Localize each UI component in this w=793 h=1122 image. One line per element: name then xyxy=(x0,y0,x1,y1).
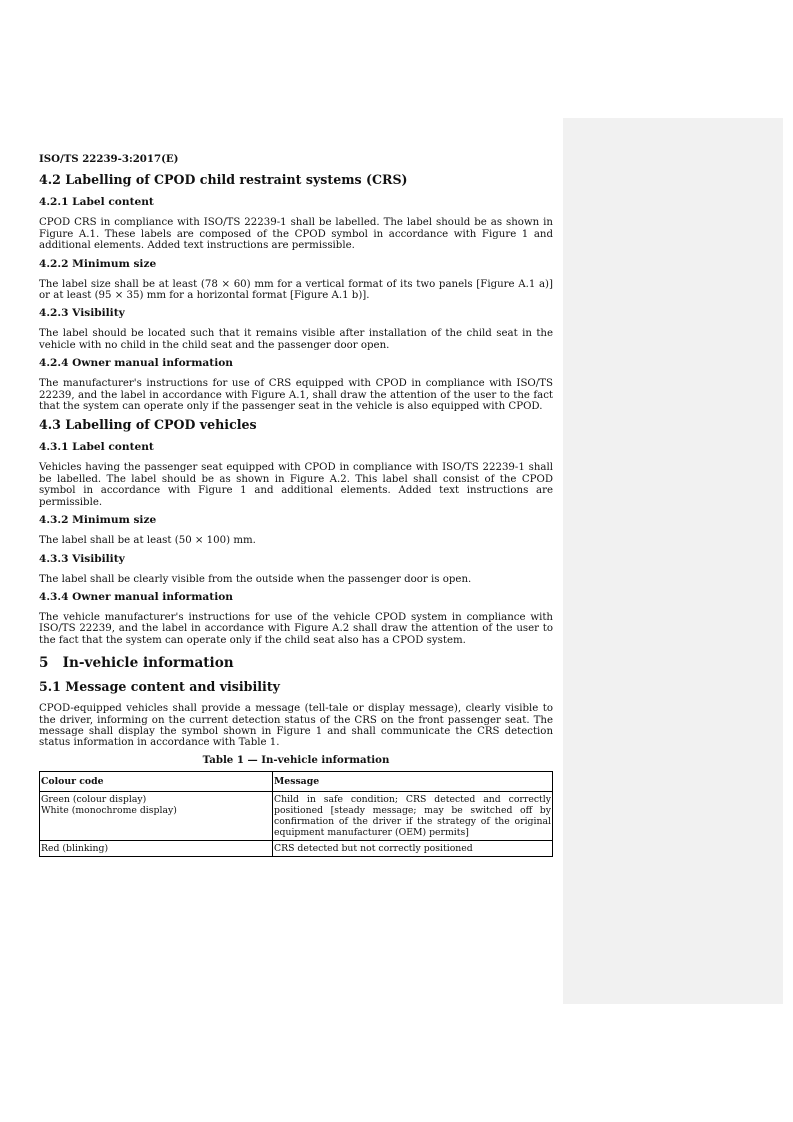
comment-pane xyxy=(563,118,783,1004)
section-4-3-4-title: 4.3.4 Owner manual information xyxy=(39,590,233,603)
column-header-colour-code: Colour code xyxy=(40,772,273,792)
section-4-2-4-text: The manufacturer's instructions for use of CRS equipped with CPOD in compliance with ISO/TS 22239, and the label in accordance with Figure A.1, shall draw the attention of the user to the fact that the system can operate only if the passenger seat in the vehicle is also equipped with CPOD. xyxy=(39,378,553,413)
colour-code-cell xyxy=(40,792,273,841)
section-4-2-1-text: CPOD CRS in compliance with ISO/TS 22239-1 shall be labelled. The label should be as shown in Figure A.1. These labels are composed of the CPOD symbol in accordance with Figure 1 and additional elements. Added text instructions are permissible. xyxy=(39,217,553,252)
document-body xyxy=(39,154,553,857)
in-vehicle-information-table xyxy=(39,771,553,857)
section-4-2-2-text: The label size shall be at least (78 × 60) mm for a vertical format of its two panels [Figure A.1 a)] or at least (95 × 35) mm for a horizontal format [Figure A.1 b)]. xyxy=(39,278,553,302)
document-id: ISO/TS 22239-3:2017(E) xyxy=(39,153,179,165)
section-4-3-3-text: The label shall be clearly visible from the outside when the passenger door is open. xyxy=(39,573,472,585)
section-4-3-title: 4.3 Labelling of CPOD vehicles xyxy=(39,417,257,433)
section-4-3-3-title: 4.3.3 Visibility xyxy=(39,552,125,565)
section-4-3-1-text: Vehicles having the passenger seat equipped with CPOD in compliance with ISO/TS 22239-1 shall be labelled. The label should be as shown in Figure A.2. This label shall consist of the CPOD symbol in accordance with Figure 1 and additional elements. Added text instructions are permissible. xyxy=(39,462,553,508)
table-row xyxy=(40,792,553,841)
colour-code-green: Green (colour display) xyxy=(41,794,147,806)
section-4-3-1-title: 4.3.1 Label content xyxy=(39,441,154,454)
section-4-3-2-title: 4.3.2 Minimum size xyxy=(39,514,157,527)
table-row xyxy=(40,841,553,857)
section-4-3-2-text: The label shall be at least (50 × 100) mm. xyxy=(39,535,256,547)
colour-code-white: White (monochrome display) xyxy=(41,805,177,817)
section-5-1-text: CPOD-equipped vehicles shall provide a message (tell-tale or display message), clearly visible to the driver, informing on the current detection status of the CRS on the front passenger seat. The message shall display the symbol shown in Figure 1 and shall communicate the CRS detection status information in accordance with Table 1. xyxy=(39,703,553,749)
section-4-2-title: 4.2 Labelling of CPOD child restraint systems (CRS) xyxy=(39,172,408,188)
table-header-row xyxy=(40,772,553,792)
section-4-2-2-title: 4.2.2 Minimum size xyxy=(39,257,157,270)
section-4-3-4-text: The vehicle manufacturer's instructions for use of the vehicle CPOD system in compliance with ISO/TS 22239, and the label in accordance with Figure A.2 shall draw the attention of the user to the fact that the system can operate only if the child seat also has a CPOD system. xyxy=(39,611,553,646)
section-4-2-4-title: 4.2.4 Owner manual information xyxy=(39,357,233,370)
column-header-message: Message xyxy=(273,772,553,792)
section-4-2-1-title: 4.2.1 Label content xyxy=(39,196,154,209)
colour-code-cell: Red (blinking) xyxy=(40,841,273,857)
section-4-2-3-title: 4.2.3 Visibility xyxy=(39,307,125,320)
table-1-caption: Table 1 — In-vehicle information xyxy=(202,753,390,766)
section-4-2-3-text: The label should be located such that it remains visible after installation of the child seat in the vehicle with no child in the child seat and the passenger door open. xyxy=(39,328,553,351)
section-5-1-title: 5.1 Message content and visibility xyxy=(39,679,280,695)
message-cell: CRS detected but not correctly positioned xyxy=(273,841,553,857)
message-cell: Child in safe condition; CRS detected and correctly positioned [steady message; may be switched off by confirmation of the driver if the strategy of the original equipment manufacturer (OEM) permits] xyxy=(273,792,553,841)
section-5-title: 5 In-vehicle information xyxy=(39,655,234,672)
